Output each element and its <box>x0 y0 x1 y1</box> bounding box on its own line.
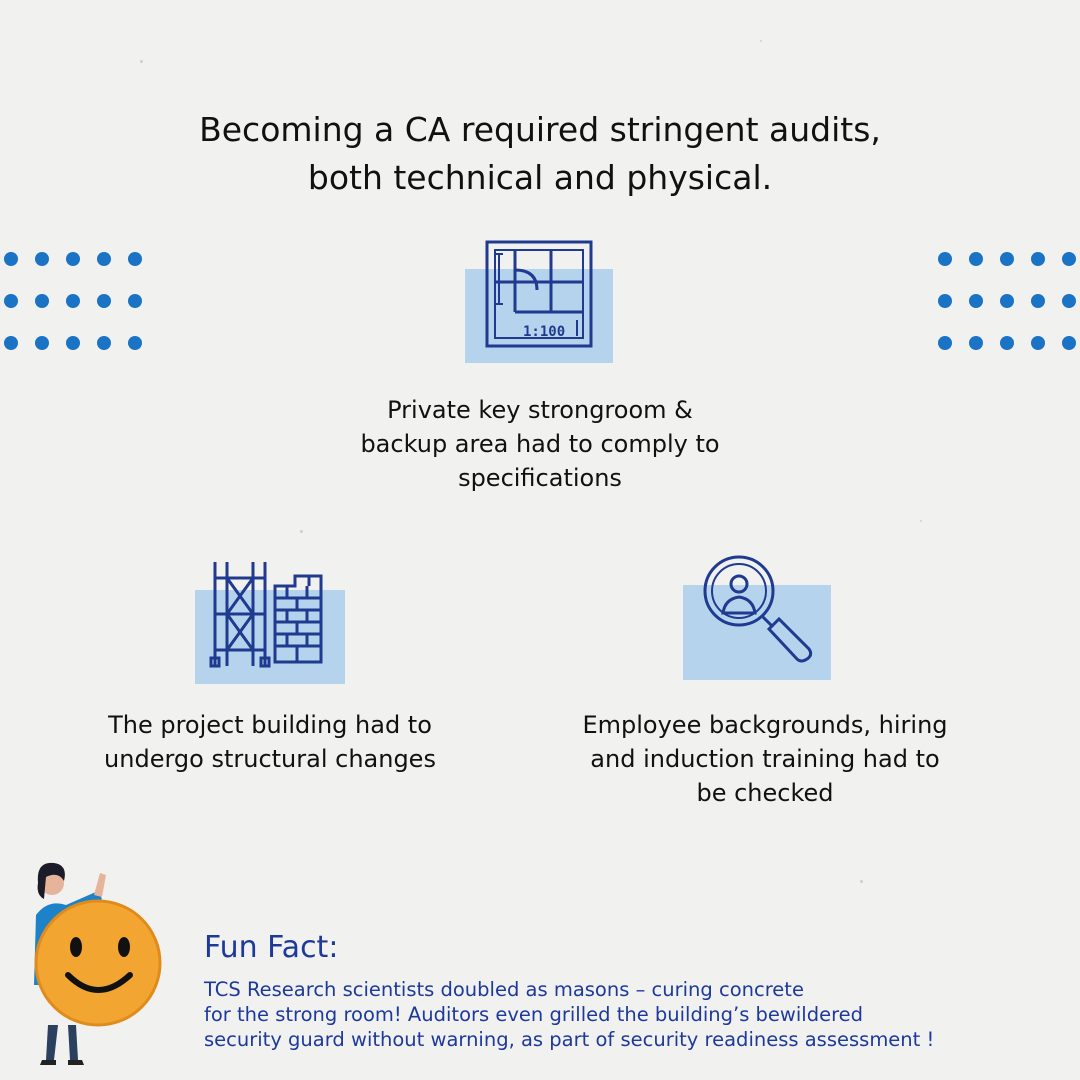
dot-grid-right <box>938 252 1080 378</box>
fun-fact-line: TCS Research scientists doubled as masons – curing concrete <box>204 978 804 1001</box>
construction-icon <box>195 558 345 686</box>
dot <box>1031 252 1045 266</box>
dot <box>1062 252 1076 266</box>
dot <box>969 294 983 308</box>
item-caption-building <box>40 708 500 776</box>
dot <box>128 336 142 350</box>
dot <box>128 294 142 308</box>
item-caption-employees <box>530 708 1000 810</box>
dot <box>1031 294 1045 308</box>
dot <box>938 336 952 350</box>
dot <box>4 336 18 350</box>
dot <box>66 294 80 308</box>
magnifier-person-icon <box>683 555 833 682</box>
blueprint-drawing <box>465 240 615 365</box>
fun-fact-line: security guard without warning, as part of security readiness assessment ! <box>204 1028 935 1051</box>
dot <box>66 336 80 350</box>
page-title <box>90 106 990 202</box>
caption-line: and induction training had to <box>590 745 940 773</box>
dot <box>4 252 18 266</box>
person-with-smiley-drawing <box>28 855 198 1070</box>
dot <box>969 252 983 266</box>
dot <box>1000 336 1014 350</box>
dot <box>128 252 142 266</box>
background-speck <box>140 60 143 63</box>
background-speck <box>860 880 863 883</box>
fun-fact-line: for the strong room! Auditors even grilled the building’s bewildered <box>204 1003 864 1026</box>
dot <box>35 336 49 350</box>
magnifier-drawing <box>683 555 833 682</box>
title-line-2: both technical and physical. <box>307 158 773 197</box>
dot <box>969 336 983 350</box>
blueprint-icon <box>465 240 615 365</box>
scaffold-and-bricks-drawing <box>195 558 345 686</box>
caption-line: undergo structural changes <box>104 745 436 773</box>
background-speck <box>300 530 303 533</box>
fun-fact-text <box>204 977 1034 1052</box>
dot <box>97 294 111 308</box>
dot <box>1031 336 1045 350</box>
fun-fact-title: Fun Fact: <box>204 930 339 965</box>
item-caption-strongroom <box>300 393 780 495</box>
caption-line: Employee backgrounds, hiring <box>582 711 948 739</box>
caption-line: backup area had to comply to <box>360 430 720 458</box>
dot-grid-left <box>4 252 159 378</box>
dot <box>97 252 111 266</box>
dot <box>938 252 952 266</box>
caption-line: specifications <box>458 464 622 492</box>
caption-line: The project building had to <box>108 711 432 739</box>
background-speck <box>760 40 762 42</box>
dot <box>1000 294 1014 308</box>
dot <box>97 336 111 350</box>
dot <box>1000 252 1014 266</box>
caption-line: be checked <box>696 779 834 807</box>
dot <box>1062 294 1076 308</box>
dot <box>1062 336 1076 350</box>
dot <box>66 252 80 266</box>
dot <box>4 294 18 308</box>
title-line-1: Becoming a CA required stringent audits, <box>199 110 881 149</box>
dot <box>938 294 952 308</box>
background-speck <box>920 520 922 522</box>
dot <box>35 294 49 308</box>
scale-label: 1:100 <box>523 324 566 340</box>
dot <box>35 252 49 266</box>
caption-line: Private key strongroom & <box>387 396 693 424</box>
mascot-illustration <box>28 855 198 1074</box>
